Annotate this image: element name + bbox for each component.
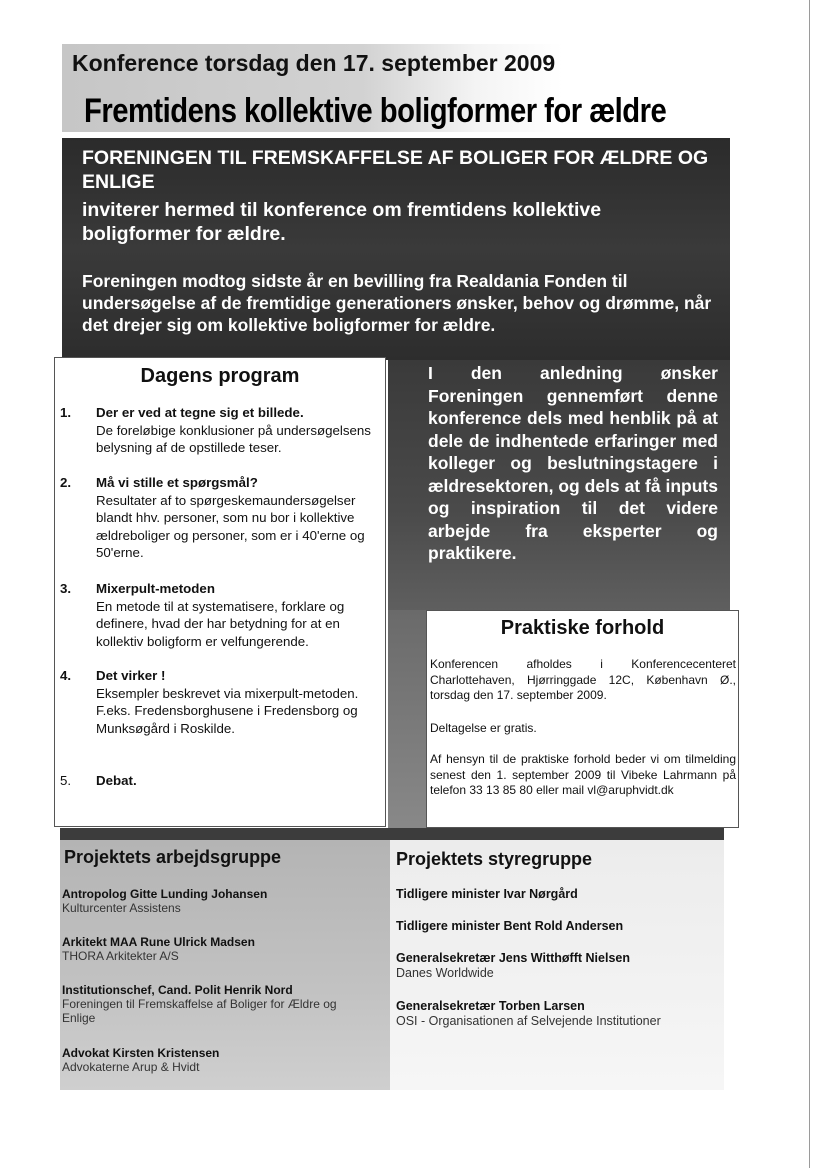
grant-text: Foreningen modtog sidste år en bevilling fra Realdania Fonden til undersøgelse af de fremtidige generationers ønsker, behov og drømme, når det drejer sig om kollektive boligformer for ældre. [82,271,712,335]
steering-title: Projektets styregruppe [396,849,593,869]
program-item-heading: Debat. [96,773,137,788]
program-item-heading: Det virker ! [96,668,166,683]
member-org: Danes Worldwide [396,965,494,980]
program-item-number: 3. [60,581,72,596]
program-item-text: En metode til at systematisere, forklare og definere, hvad der har betydning for at en kollektiv boligform er velfungerende. [96,598,345,649]
organization-name: FORENINGEN TIL FREMSKAFFELSE AF BOLIGER FOR ÆLDRE OG ENLIGE [82,147,709,193]
workgroup-member [62,935,384,963]
practical-registration: Af hensyn til de praktiske forhold beder vi om tilmelding senest den 1. september 2009 til Vibeke Lahrmann på telefon 33 13 85 80 eller mail vl@aruphvidt.dk [430,752,736,797]
program-item-heading: Der er ved at tegne sig et billede. [96,405,304,420]
motivation-text: I den anledning ønsker Foreningen gennemført denne konference dels med henblik på at dele de indhentede erfaringer med kolleger og beslutningstagere i ældresektoren, og dels at få inputs og inspiration til det videre arbejde fra eksperter og praktikere. [428,363,718,563]
member-name: Tidligere minister Bent Rold Andersen [396,919,624,933]
program-item-heading: Må vi stille et spørgsmål? [96,475,258,490]
workgroup-member [62,983,352,1025]
program-item-heading: Mixerpult-metoden [96,581,215,596]
practical-fee: Deltagelse er gratis. [430,721,537,735]
member-org: Foreningen til Fremskaffelse af Boliger for Ældre og Enlige [62,997,337,1025]
program-item-number: 2. [60,475,72,490]
workgroup-member [62,1046,384,1074]
member-name: Antropolog Gitte Lunding Johansen [62,887,268,901]
program-item-text: De foreløbige konklusioner på undersøgelsens belysning af de opstillede teser. [96,422,371,455]
program-item-text: Resultater af to spørgeskemaundersøgelser blandt hhv. personer, som nu bor i kollektive ældreboliger og personer, som er i 40'erne og 50'erne. [96,492,365,560]
page-edge-line [809,0,810,1168]
member-name: Institutionschef, Cand. Polit Henrik Nord [62,983,293,997]
program-item-text: Eksempler beskrevet via mixerpult-metoden. F.eks. Fredensborghusene i Fredensborg og Munksøgård i Roskilde. [96,685,359,736]
divider-strip [60,828,724,840]
photo-strip [388,610,428,840]
program-item-number: 1. [60,405,72,420]
member-org: Advokaterne Arup & Hvidt [62,1060,200,1074]
workgroup-member [62,887,384,915]
program-title: Dagens program [140,365,300,387]
steering-member [396,951,630,980]
member-name: Arkitekt MAA Rune Ulrick Madsen [62,935,255,949]
practical-title: Praktiske forhold [500,617,665,639]
member-name: Generalsekretær Torben Larsen [396,999,585,1013]
member-org: THORA Arkitekter A/S [62,949,179,963]
invitation-text: inviterer hermed til konference om fremtidens kollektive boligformer for ældre. [82,199,602,245]
steering-member [396,887,578,902]
page-title: Fremtidens kollektive boligformer for ældre [84,92,667,130]
member-name: Advokat Kirsten Kristensen [62,1046,220,1060]
member-org: Kulturcenter Assistens [62,901,181,915]
member-name: Generalsekretær Jens Witthøfft Nielsen [396,951,630,965]
member-name: Tidligere minister Ivar Nørgård [396,887,578,901]
program-item-number: 5. [60,773,72,788]
steering-member [396,919,623,934]
member-org: OSI - Organisationen af Selvejende Institutioner [396,1013,661,1028]
practical-venue: Konferencen afholdes i Konferencecenteret Charlottehaven, Hjørringgade 12C, København Ø., torsdag den 17. september 2009. [430,657,736,702]
workgroup-title: Projektets arbejdsgruppe [64,847,282,867]
conference-date: Konference torsdag den 17. september 2009 [72,50,556,76]
program-item-number: 4. [60,668,72,683]
steering-member [396,999,661,1028]
